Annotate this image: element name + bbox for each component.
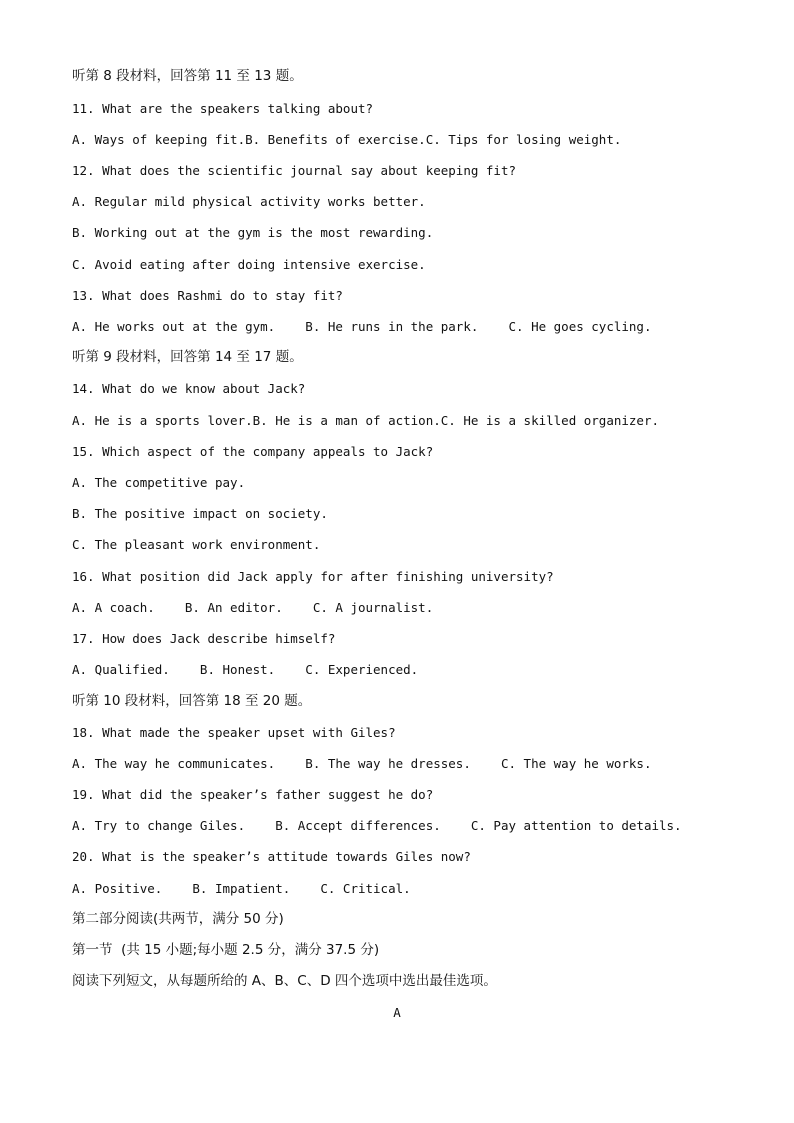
question-16: 16. What position did Jack apply for after finishing university? [72, 569, 554, 584]
question-14: 14. What do we know about Jack? [72, 381, 306, 396]
passage-label: A [393, 1005, 401, 1020]
options-16: A. A coach. B. An editor. C. A journalist. [72, 600, 434, 615]
option-15b: B. The positive impact on society. [72, 506, 328, 521]
section-heading-part10: 听第 10 段材料，回答第 18 至 20 题。 [72, 693, 312, 709]
question-15: 15. Which aspect of the company appeals to Jack? [72, 444, 434, 459]
options-13: A. He works out at the gym. B. He runs in the park. C. He goes cycling. [72, 319, 652, 334]
option-12a: A. Regular mild physical activity works better. [72, 194, 426, 209]
options-14: A. He is a sports lover.B. He is a man of action.C. He is a skilled organizer. [72, 413, 659, 428]
section-heading-part8: 听第 8 段材料，回答第 11 至 13 题。 [72, 68, 303, 84]
question-12: 12. What does the scientific journal say about keeping fit? [72, 163, 517, 178]
options-20: A. Positive. B. Impatient. C. Critical. [72, 881, 411, 896]
option-15a: A. The competitive pay. [72, 475, 246, 490]
option-15c: C. The pleasant work environment. [72, 537, 321, 552]
question-17: 17. How does Jack describe himself? [72, 631, 336, 646]
question-19: 19. What did the speaker’s father suggest he do? [72, 787, 434, 802]
reading-section-heading: 第一节 (共 15 小题;每小题 2.5 分，满分 37.5 分) [72, 942, 380, 958]
reading-part-heading: 第二部分阅读(共两节，满分 50 分) [72, 911, 284, 927]
section-heading-part9: 听第 9 段材料，回答第 14 至 17 题。 [72, 349, 303, 365]
options-17: A. Qualified. B. Honest. C. Experienced. [72, 662, 419, 677]
question-18: 18. What made the speaker upset with Giles? [72, 725, 396, 740]
option-12b: B. Working out at the gym is the most rewarding. [72, 225, 434, 240]
options-11: A. Ways of keeping fit.B. Benefits of exercise.C. Tips for losing weight. [72, 132, 622, 147]
options-19: A. Try to change Giles. B. Accept differences. C. Pay attention to details. [72, 818, 682, 833]
question-11: 11. What are the speakers talking about? [72, 101, 374, 116]
question-13: 13. What does Rashmi do to stay fit? [72, 288, 343, 303]
question-20: 20. What is the speaker’s attitude towards Giles now? [72, 849, 471, 864]
reading-instructions: 阅读下列短文，从每题所给的 A、B、C、D 四个选项中选出最佳选项。 [72, 973, 497, 989]
option-12c: C. Avoid eating after doing intensive exercise. [72, 257, 426, 272]
options-18: A. The way he communicates. B. The way he dresses. C. The way he works. [72, 756, 652, 771]
